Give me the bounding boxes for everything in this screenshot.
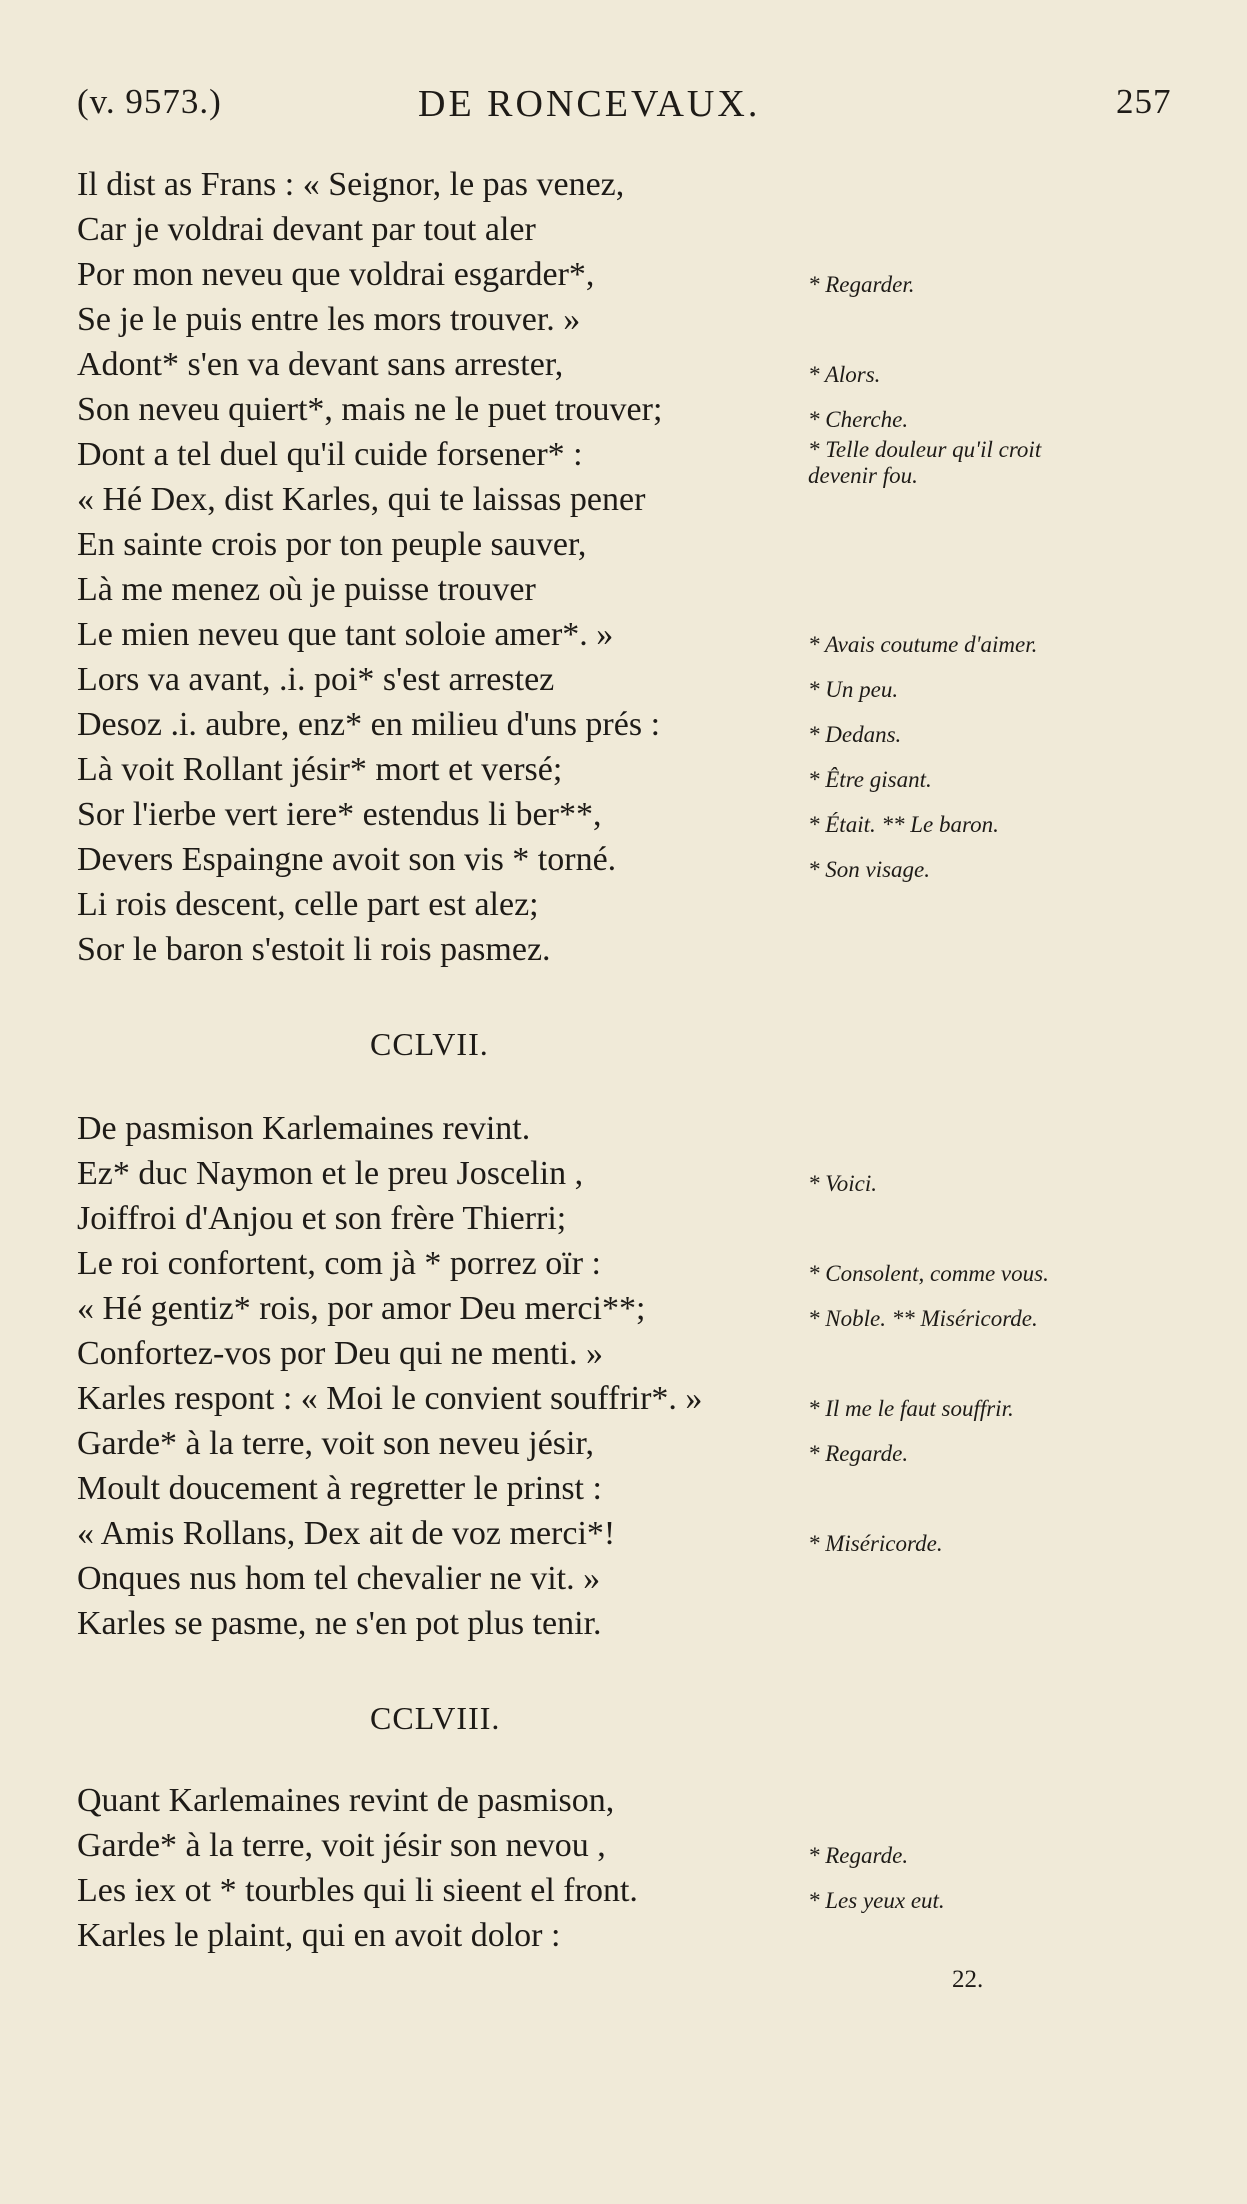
gloss-note: * Cherche.: [808, 407, 909, 432]
verse-line: Là me menez où je puisse trouver: [77, 571, 536, 608]
verse-line: Joiffroi d'Anjou et son frère Thierri;: [77, 1200, 567, 1237]
verse-line: Sor le baron s'estoit li rois pasmez.: [77, 931, 551, 968]
verse-line: En sainte crois por ton peuple sauver,: [77, 526, 587, 563]
verse-line: Son neveu quiert*, mais ne le puet trouver;: [77, 391, 663, 428]
verse-line: Desoz .i. aubre, enz* en milieu d'uns prés :: [77, 706, 661, 743]
gloss-note: devenir fou.: [808, 463, 918, 488]
verse-line: De pasmison Karlemaines revint.: [77, 1110, 531, 1147]
verse-line: Karles se pasme, ne s'en pot plus tenir.: [77, 1605, 602, 1642]
running-title: DE RONCEVAUX.: [418, 83, 761, 125]
verse-line: « Amis Rollans, Dex ait de voz merci*!: [77, 1515, 616, 1552]
verse-line: Les iex ot * tourbles qui li sieent el front.: [77, 1872, 638, 1909]
gloss-note: * Voici.: [808, 1171, 877, 1196]
gloss-note: * Telle douleur qu'il croit: [808, 437, 1042, 462]
verse-line: Garde* à la terre, voit son neveu jésir,: [77, 1425, 594, 1462]
verse-line: « Hé Dex, dist Karles, qui te laissas pener: [77, 481, 646, 518]
verse-line: Garde* à la terre, voit jésir son nevou ,: [77, 1827, 606, 1864]
gloss-note: * Miséricorde.: [808, 1531, 943, 1556]
verse-line: Karles le plaint, qui en avoit dolor :: [77, 1917, 561, 1954]
verse-line: Car je voldrai devant par tout aler: [77, 211, 536, 248]
gloss-note: * Regarde.: [808, 1441, 909, 1466]
gloss-note: * Son visage.: [808, 857, 931, 882]
gloss-note: * Les yeux eut.: [808, 1888, 945, 1913]
gloss-note: * Alors.: [808, 362, 881, 387]
gloss-note: * Noble. ** Miséricorde.: [808, 1306, 1038, 1331]
verse-line: Il dist as Frans : « Seignor, le pas venez,: [77, 166, 625, 203]
verse-line: Quant Karlemaines revint de pasmison,: [77, 1782, 615, 1819]
verse-line: Se je le puis entre les mors trouver. »: [77, 301, 581, 338]
verse-line: Li rois descent, celle part est alez;: [77, 886, 539, 923]
gloss-note: * Avais coutume d'aimer.: [808, 632, 1038, 657]
gloss-note: * Dedans.: [808, 722, 902, 747]
page-number: 257: [1116, 82, 1172, 121]
gloss-note: * Être gisant.: [808, 767, 932, 792]
gloss-note: * Regarde.: [808, 1843, 909, 1868]
stanza-heading: CCLVII.: [370, 1026, 489, 1062]
verse-line: Lors va avant, .i. poi* s'est arrestez: [77, 661, 555, 698]
verse-line: Là voit Rollant jésir* mort et versé;: [77, 751, 563, 788]
verse-line: Dont a tel duel qu'il cuide forsener* :: [77, 436, 583, 473]
verse-line: Karles respont : « Moi le convient souffrir*. »: [77, 1380, 703, 1417]
verse-line: Le mien neveu que tant soloie amer*. »: [77, 616, 614, 653]
gloss-note: * Regarder.: [808, 272, 915, 297]
verse-line: Moult doucement à regretter le prinst :: [77, 1470, 602, 1507]
verse-line: Adont* s'en va devant sans arrester,: [77, 346, 564, 383]
stanza-heading: CCLVIII.: [370, 1700, 501, 1736]
verse-reference: (v. 9573.): [77, 82, 222, 121]
verse-line: « Hé gentiz* rois, por amor Deu merci**;: [77, 1290, 646, 1327]
verse-line: Le roi confortent, com jà * porrez oïr :: [77, 1245, 601, 1282]
verse-line: Por mon neveu que voldrai esgarder*,: [77, 256, 595, 293]
verse-line: Devers Espaingne avoit son vis * torné.: [77, 841, 617, 878]
gloss-note: * Était. ** Le baron.: [808, 812, 999, 837]
gloss-note: * Il me le faut souffrir.: [808, 1396, 1014, 1421]
gloss-note: * Consolent, comme vous.: [808, 1261, 1049, 1286]
verse-line: Confortez-vos por Deu qui ne menti. »: [77, 1335, 603, 1372]
verse-line: Ez* duc Naymon et le preu Joscelin ,: [77, 1155, 584, 1192]
verse-line: Sor l'ierbe vert iere* estendus li ber**,: [77, 796, 602, 833]
gloss-note: * Un peu.: [808, 677, 899, 702]
signature-mark: 22.: [952, 1966, 984, 1993]
verse-line: Onques nus hom tel chevalier ne vit. »: [77, 1560, 601, 1597]
